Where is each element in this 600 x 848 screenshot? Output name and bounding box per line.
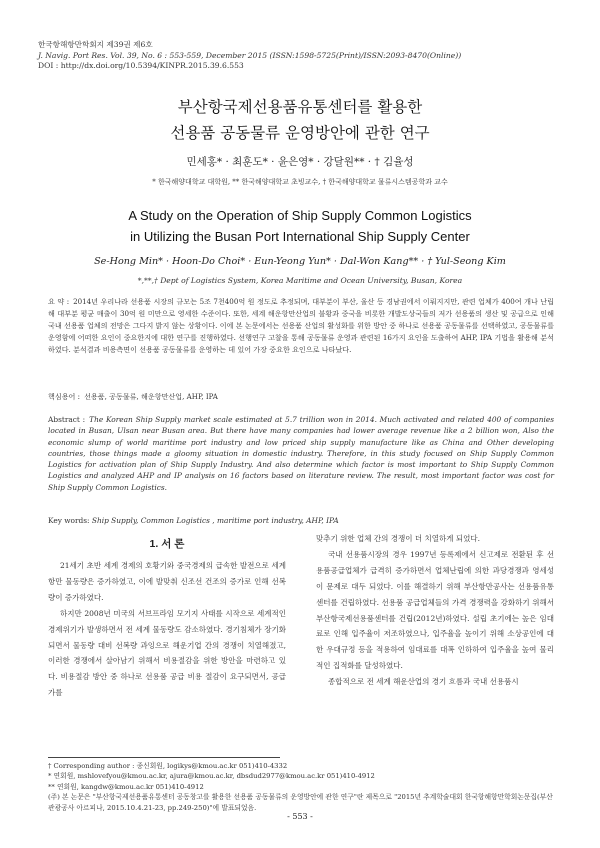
keywords-en-label: Key words: (48, 516, 90, 525)
footnote-coauthor: ** 연회원, kangdw@kmou.ac.kr 051)410-4912 (48, 782, 204, 791)
title-ko-line2: 선용품 공동물류 운영방안에 관한 연구 (170, 124, 430, 142)
journal-name-ko: 한국항해항만학회지 제39권 제6호 (38, 40, 153, 49)
page-number: - 553 - (287, 812, 313, 821)
paragraph: 맞추기 위한 업체 간의 경쟁이 더 치열하게 되었다. (316, 534, 480, 543)
keywords-ko-label: 핵심용어 : (48, 392, 81, 401)
keywords-en-text: Ship Supply, Common Logistics , maritime port industry, AHP, IPA (91, 516, 339, 525)
abstract-en-text: The Korean Ship Supply market scale estimated at 5.7 trillion won in 2014. Much activated and related 400 of companies located in Busan, Ulsan near Busan area. But there have many companies had lower average revenue like a 2 billion won, Also the economic slump of world maritime port industry and low priced ship supply manufacture like as China and Other developing countries, those things made a gloomy situation in domestic industry. Therefore, in this study focused on Ship Supply Common Logistics for activation plan of Ship Supply Industry. And also determine which factor is most important to Ship Supply Common Logistics and analyzed AHP and IP analysis on 16 factors based on literature review. The result, most important factor was cost for Ship Supply Common Logistics. (48, 415, 554, 492)
journal-doi[interactable]: DOI : http://dx.doi.org/10.5394/KINPR.2015.39.6.553 (38, 61, 244, 71)
footnote-note: (주) 본 논문은 "부산항국제선용품유통센터 공동창고를 활용한 선용품 공동물류의 운영방안에 관한 연구"란 제목으로 "2015년 추계학술대회 한국항해항만학회논문집(부산관광공사 아르피나, 2015.10.4.21-23, pp.249-250)"에 발표되었음. (48, 793, 553, 812)
abstract-ko (48, 296, 554, 356)
affiliations-en: *,**,† Dept of Logistics System, Korea Maritime and Ocean University, Busan, Korea (137, 276, 463, 285)
title-ko-line1: 부산항국제선용품유통센터를 활용한 (177, 98, 423, 116)
paragraph: 국내 선용품시장의 경우 1997년 등록제에서 신고제로 전환된 후 선용품공급업체가 급격히 증가하면서 업체난립에 의한 과당경쟁과 영세성이 문제로 대두 되었다. 이를 해결하기 위해 부산항만공사는 선용품유통센터를 건립하였다. 선용품 공급업체들의 가격 경쟁력을 강화하기 위해서 부산항국제선용품센터를 건립(2012년)하였다. 설립 초기에는 높은 임대료로 인해 입주율이 저조하였으나, 입주율을 높이기 위해 소상공인에 대한 우대규정 등을 적용하여 임대료를 대폭 인하하여 입주율을 높여 물리적인 집적화를 달성하였다. (316, 549, 554, 671)
keywords-ko (48, 391, 554, 403)
title-en (0, 206, 600, 247)
footnote-corresponding: † Corresponding author : 종신회원, logikys@kmou.ac.kr 051)410-4332 (48, 762, 288, 770)
paragraph: 21세기 초반 세계 경제의 호황기와 중국경제의 급속한 발전으로 세계 항만 물동량은 증가하였고, 이에 발맞춰 신조선 건조의 증가로 인해 선복량이 증가하였다. (48, 561, 286, 602)
footnotes (48, 761, 554, 813)
right-column (316, 531, 554, 690)
keywords-en (48, 516, 554, 525)
abstract-en-label: Abstract : (48, 415, 86, 424)
authors-ko: 민세홍* · 최훈도* · 윤은영* · 강달원** · † 김율성 (186, 156, 414, 168)
title-en-line2: in Utilizing the Busan Port International Ship Supply Center (130, 228, 470, 244)
keywords-ko-text: 선용품, 공동물류, 해운항만산업, AHP, IPA (84, 392, 218, 401)
abstract-ko-text: 2014년 우리나라 선용품 시장의 규모는 5조 7천400억 원 정도로 추정되며, 대부분이 부산, 울산 등 경남권에서 이뤄지지만, 관련 업체가 400여 개나 난립해 대부분 평균 매출이 30억 원 미만으로 영세한 수준이다. 또한, 세계 해운항만산업의 불황과 중국을 비롯한 개발도상국들의 저가 선용품의 생산 및 공급으로 인해 국내 선용품 업체의 전망은 그다지 밝지 않는 상황이다. 이에 본 논문에서는 선용품 산업의 활성화를 위한 방안 중 하나로 선용품 공동물류를 선택하였고, 공동물류를 운영함에 어떠한 요인이 중요한지에 대한 연구를 진행하였다. 선행연구 고찰을 통해 공동물류 운영과 관련된 16가지 요인을 도출하여 AHP, IPA 기법을 활용해 분석 하였다. 분석결과 비용측면이 선용품 공동물류를 운영하는 데 있어 가장 중요한 요인으로 나타났다. (48, 297, 554, 354)
paragraph: 하지만 2008년 미국의 서브프라임 모기지 사태를 시작으로 세계적인 경제위기가 발생하면서 전 세계 물동량도 감소하였다. 경기침체가 장기화되면서 물동량 대비 선복량 과잉으로 해운기업 간의 경쟁이 치열해졌고, 이러한 경쟁에서 살아남기 위해서 비용절감을 위한 방안을 마련하고 있다. 비용절감 방안 중 하나로 선용품 공급 비용 절감이 요구되면서, 공급가를 (48, 608, 286, 698)
footnote-divider (48, 757, 280, 758)
paragraph: 종합적으로 전 세계 해운산업의 경기 흐름과 국내 선용품시 (328, 677, 519, 687)
left-column (48, 558, 286, 701)
journal-header (38, 40, 461, 72)
title-en-line1: A Study on the Operation of Ship Supply Common Logistics (128, 208, 472, 223)
affiliations-ko: * 한국해양대학교 대학원, ** 한국해양대학교 초빙교수, † 한국해양대학교 물류시스템공학과 교수 (152, 178, 448, 186)
abstract-ko-label: 요 약 : (48, 297, 70, 306)
section-heading-introduction: 1. 서 론 (149, 538, 185, 550)
journal-citation: J. Navig. Port Res. Vol. 39, No. 6 : 553-559, December 2015 (ISSN:1598-5725(Print)/ISSN:2093-8470(Online)) (38, 50, 462, 60)
authors-en: Se-Hong Min* · Hoon-Do Choi* · Eun-Yeong Yun* · Dal-Won Kang** · † Yul-Seong Kim (94, 256, 506, 267)
footnote-authors: * 연회원, mshlovefyou@kmou.ac.kr, ajura@kmou.ac.kr, dbsdud2977@kmou.ac.kr 051)410-4912 (48, 772, 375, 781)
title-ko (0, 94, 600, 146)
abstract-en (48, 414, 554, 493)
